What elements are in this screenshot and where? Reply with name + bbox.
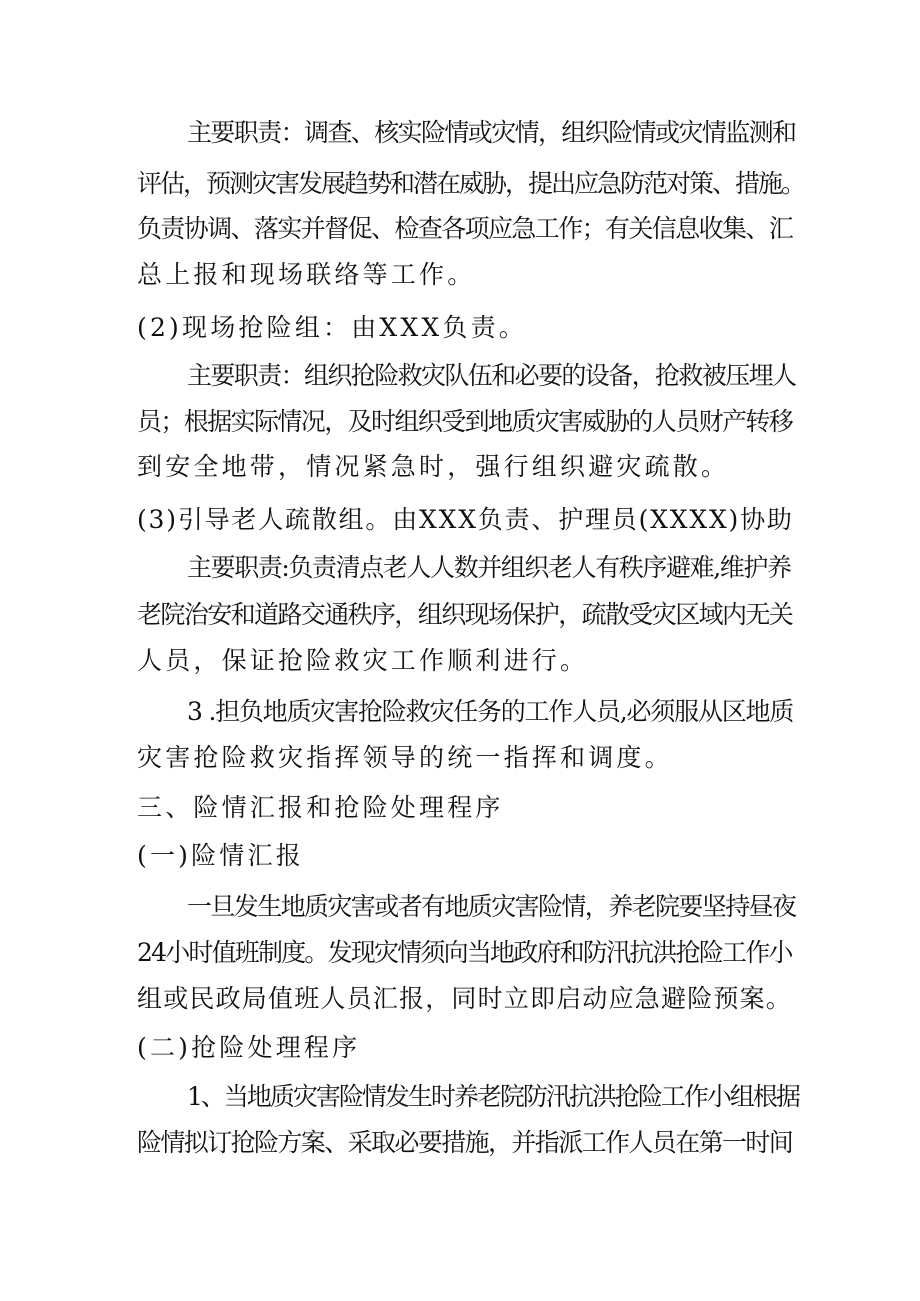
text-line: (2)现场抢险组：由XXX负责。 [137, 313, 528, 342]
text-line: 主要职责：组织抢险救灾队伍和必要的设备，抢救被压埋人 [187, 361, 796, 390]
text-line: 负责协调、落实并督促、检查各项应急工作；有关信息收集、汇 [137, 214, 793, 243]
text-line: 主要职责：调查、核实险情或灾情，组织险情或灾情监测和 [187, 118, 796, 147]
text-line: 三、险情汇报和抢险处理程序 [137, 793, 504, 822]
text-line: 1、当地质灾害险情发生时养老院防汛抗洪抢险工作小组根据 [187, 1082, 799, 1111]
text-line: (二)抢险处理程序 [137, 1033, 361, 1062]
text-line: 评估，预测灾害发展趋势和潜在威胁，提出应急防范对策、措施。 [137, 169, 805, 198]
text-line: 主要职责:负责清点老人人数并组织老人有秩序避难,维护养 [187, 553, 791, 582]
text-line: 到安全地带，情况紧急时，强行组织避灾疏散。 [137, 452, 730, 481]
text-line: (3)引导老人疏散组。由XXX负责、护理员(XXXX)协助 [137, 505, 794, 534]
text-line: 人员，保证抢险救灾工作顺利进行。 [137, 646, 589, 675]
text-line: 3 .担负地质灾害抢险救灾任务的工作人员,必须服从区地质 [187, 697, 794, 726]
text-line: 一旦发生地质灾害或者有地质灾害险情，养老院要坚持昼夜 [187, 892, 796, 921]
text-line: 老院治安和道路交通秩序，组织现场保护，疏散受灾区域内无关 [137, 600, 793, 629]
text-line: 员；根据实际情况，及时组织受到地质灾害威胁的人员财产转移 [137, 407, 793, 436]
text-line: 24小时值班制度。发现灾情须向当地政府和防汛抗洪抢险工作小 [137, 938, 792, 967]
text-line: 总上报和现场联络等工作。 [137, 260, 476, 289]
text-line: 灾害抢险救灾指挥领导的统一指挥和调度。 [137, 743, 673, 772]
text-line: 组或民政局值班人员汇报，同时立即启动应急避险预案。 [137, 984, 793, 1013]
text-line: (一)险情汇报 [137, 841, 304, 870]
text-line: 险情拟订抢险方案、采取必要措施，并指派工作人员在第一时间 [137, 1128, 793, 1157]
